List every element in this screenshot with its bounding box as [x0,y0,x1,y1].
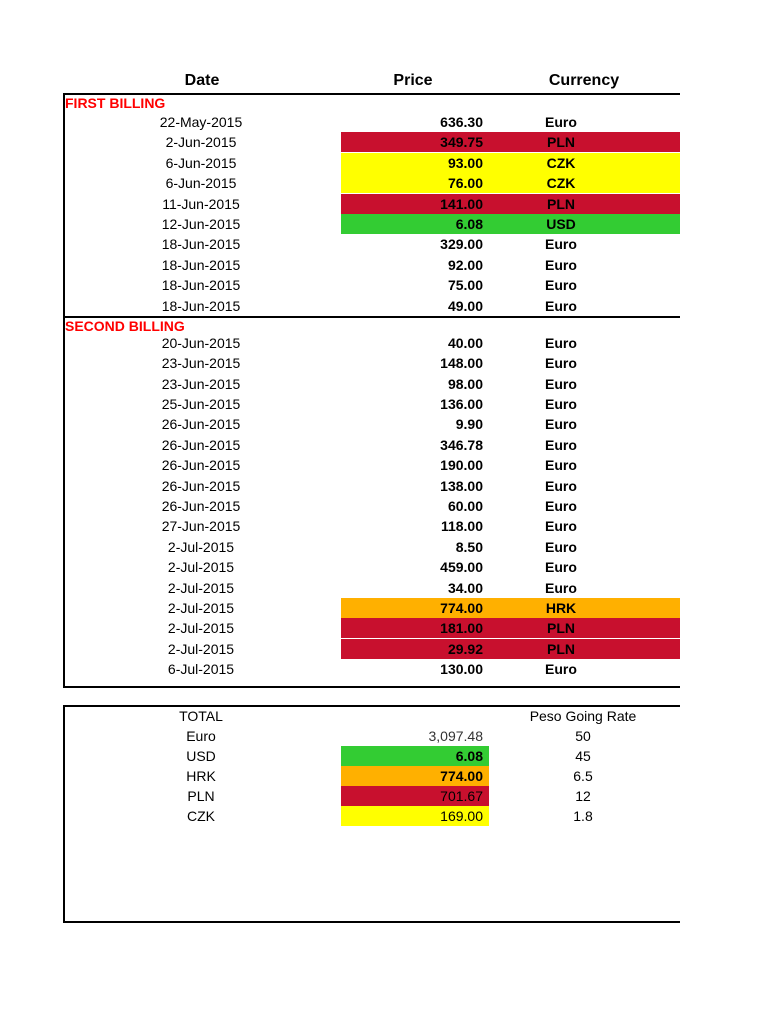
totals-row [63,806,680,826]
price-cell: 49.00 [447,297,483,314]
totals-currency: CZK [187,808,215,824]
price-currency-cell [341,255,680,275]
price-currency-cell [341,578,680,598]
totals-row [63,726,680,746]
price-currency-cell [341,112,680,132]
date-cell: 6-Jul-2015 [167,661,235,678]
currency-cell: CZK [546,175,576,192]
totals-amount: 6.08 [341,746,489,766]
price-cell: 76.00 [447,175,483,192]
table-row [63,255,680,275]
date-cell: 12-Jun-2015 [161,215,241,232]
price-cell: 40.00 [447,334,483,351]
table-row [63,455,680,475]
currency-cell: Euro [545,436,577,453]
date-cell: 2-Jul-2015 [167,640,235,657]
date-cell: 22-May-2015 [159,114,243,130]
price-currency-cell [341,516,680,536]
price-cell: 118.00 [440,518,483,535]
currency-cell: Euro [545,559,577,576]
date-cell: 2-Jul-2015 [167,538,235,555]
currency-cell: Euro [545,661,577,678]
price-cell: 148.00 [440,355,483,372]
price-currency-cell [341,618,680,638]
price-currency-cell [341,476,680,496]
totals-rate: 45 [575,748,591,764]
currency-cell: Euro [545,396,577,413]
totals-row [63,786,680,806]
currency-cell: Euro [545,457,577,474]
price-currency-cell [341,275,680,295]
currency-cell: PLN [547,134,575,151]
table-row [63,659,680,679]
totals-header-row [63,706,680,726]
billing-table [63,95,680,680]
price-cell: 346.78 [440,436,483,453]
price-currency-cell [341,132,680,152]
date-cell: 26-Jun-2015 [161,457,241,474]
price-currency-cell [341,639,680,659]
table-row [63,275,680,295]
totals-rate: 12 [575,788,591,804]
price-currency-cell [341,333,680,353]
currency-cell: Euro [545,114,577,130]
currency-cell: Euro [545,538,577,555]
price-currency-cell [341,296,680,316]
totals-currency: USD [186,748,216,764]
totals-bottom-border [63,921,680,923]
price-cell: 93.00 [447,154,483,171]
date-cell: 2-Jul-2015 [167,579,235,596]
price-cell: 459.00 [440,559,483,576]
table-row [63,132,680,152]
totals-currency: Euro [186,728,216,744]
currency-cell: PLN [547,195,575,212]
date-cell: 27-Jun-2015 [161,518,241,535]
price-cell: 136.00 [440,396,483,413]
price-currency-cell [341,374,680,394]
price-cell: 636.30 [440,114,483,130]
price-cell: 34.00 [447,579,483,596]
currency-cell: Euro [545,355,577,372]
currency-cell: Euro [545,256,577,273]
totals-amount: 3,097.48 [428,728,483,744]
table-row [63,153,680,173]
totals-currency: PLN [187,788,215,804]
date-cell: 2-Jun-2015 [165,134,237,151]
price-currency-cell [341,214,680,234]
price-cell: 329.00 [440,236,483,253]
price-cell: 29.92 [447,640,483,657]
price-currency-cell [341,153,680,173]
table-row [63,296,680,316]
date-cell: 18-Jun-2015 [161,236,241,253]
price-cell: 181.00 [440,620,483,637]
table-row [63,476,680,496]
totals-amount: 774.00 [341,766,489,786]
table-row [63,394,680,414]
totals-rate: 1.8 [573,808,593,824]
price-currency-cell [341,194,680,214]
price-column-header: Price [393,72,433,89]
date-cell: 2-Jul-2015 [167,620,235,637]
table-row [63,435,680,455]
date-cell: 6-Jun-2015 [165,175,237,192]
currency-cell: Euro [545,236,577,253]
currency-cell: CZK [546,154,576,171]
section-title: SECOND BILLING [63,316,680,333]
currency-cell: HRK [545,599,577,616]
currency-cell: Euro [545,518,577,535]
table-row [63,516,680,536]
currency-cell: Euro [545,579,577,596]
table-row [63,374,680,394]
date-cell: 26-Jun-2015 [161,416,241,433]
table-row [63,496,680,516]
price-currency-cell [341,173,680,193]
currency-cell: Euro [545,498,577,515]
table-row [63,194,680,214]
price-cell: 6.08 [455,215,483,232]
table-row [63,112,680,132]
section-title: FIRST BILLING [65,95,166,111]
price-cell: 349.75 [440,134,483,151]
date-column-header: Date [184,72,220,89]
totals-amount: 701.67 [341,786,489,806]
price-currency-cell [341,435,680,455]
currency-cell: PLN [547,640,575,657]
totals-amount: 169.00 [341,806,489,826]
totals-row [63,746,680,766]
totals-rate: 6.5 [573,768,593,784]
table-row [63,214,680,234]
table-row [63,353,680,373]
currency-cell: Euro [545,277,577,294]
price-currency-cell [341,659,680,679]
date-cell: 18-Jun-2015 [161,277,241,294]
price-cell: 141.00 [440,195,483,212]
currency-cell: Euro [545,375,577,392]
billing-bottom-border [63,686,680,688]
table-row [63,578,680,598]
price-currency-cell [341,234,680,254]
date-cell: 26-Jun-2015 [161,436,241,453]
price-cell: 138.00 [440,477,483,494]
table-row [63,414,680,434]
currency-cell: Euro [545,297,577,314]
price-currency-cell [341,598,680,618]
currency-cell: Euro [545,416,577,433]
totals-row [63,766,680,786]
date-cell: 6-Jun-2015 [165,154,237,171]
rate-header: Peso Going Rate [529,708,637,724]
table-row [63,234,680,254]
date-cell: 23-Jun-2015 [161,355,241,372]
table-row [63,537,680,557]
price-currency-cell [341,353,680,373]
date-cell: 26-Jun-2015 [161,498,241,515]
totals-currency: HRK [186,768,216,784]
currency-cell: Euro [545,477,577,494]
table-row [63,173,680,193]
currency-cell: USD [546,215,576,232]
price-cell: 774.00 [440,599,483,616]
table-row [63,639,680,659]
date-cell: 11-Jun-2015 [162,195,240,212]
price-cell: 190.00 [440,457,483,474]
table-row [63,557,680,577]
price-currency-cell [341,557,680,577]
totals-rate: 50 [575,728,591,744]
totals-table [63,706,680,826]
price-cell: 92.00 [447,256,483,273]
price-cell: 75.00 [447,277,483,294]
date-cell: 18-Jun-2015 [161,297,241,314]
price-currency-cell [341,414,680,434]
price-currency-cell [341,394,680,414]
price-cell: 130.00 [440,661,483,678]
currency-column-header: Currency [548,72,620,89]
currency-cell: Euro [545,334,577,351]
totals-label: TOTAL [179,708,223,724]
price-cell: 60.00 [447,498,483,515]
price-cell: 8.50 [455,538,483,555]
table-row [63,333,680,353]
table-row [63,618,680,638]
price-currency-cell [341,496,680,516]
price-currency-cell [341,455,680,475]
price-cell: 9.90 [455,416,483,433]
date-cell: 26-Jun-2015 [161,477,241,494]
price-cell: 98.00 [447,375,483,392]
price-currency-cell [341,537,680,557]
date-cell: 2-Jul-2015 [167,559,235,576]
table-row [63,598,680,618]
date-cell: 25-Jun-2015 [161,396,241,413]
currency-cell: PLN [547,620,575,637]
date-cell: 23-Jun-2015 [161,375,241,392]
date-cell: 2-Jul-2015 [167,599,235,616]
date-cell: 20-Jun-2015 [161,334,241,351]
date-cell: 18-Jun-2015 [161,256,241,273]
